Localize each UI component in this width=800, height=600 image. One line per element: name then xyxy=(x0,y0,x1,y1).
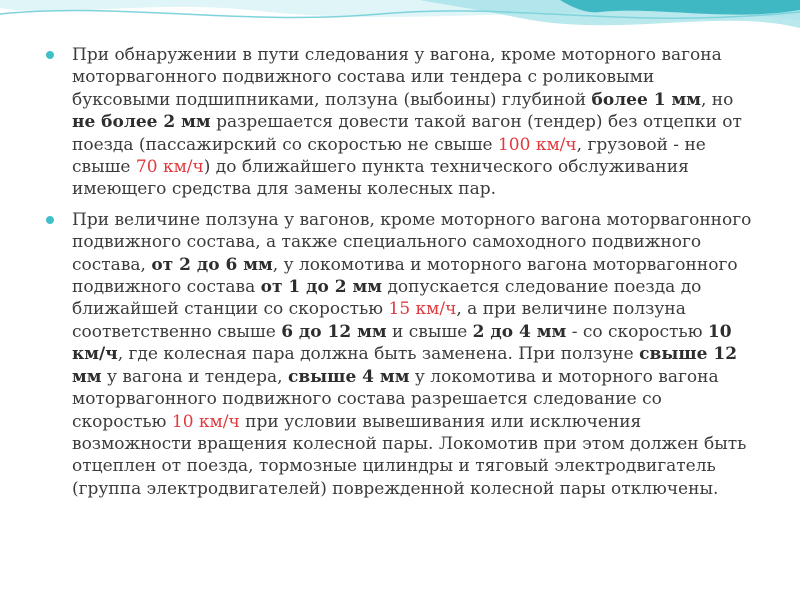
bold-value: не более 2 мм xyxy=(72,112,211,133)
speed-highlight: 15 км/ч xyxy=(388,299,457,320)
bold-value: более 1 мм xyxy=(591,89,701,110)
bold-value: 2 до 4 мм xyxy=(472,321,567,342)
speed-highlight: 100 км/ч xyxy=(497,134,577,155)
text-segment: у локомотива и моторного вагона моторвагонного подвижного состава разрешается следование со скоростью xyxy=(72,366,719,432)
text-segment: , у локомотива и моторного вагона моторвагонного подвижного состава xyxy=(72,254,738,298)
text-content xyxy=(46,44,756,508)
bullet-paragraph-2 xyxy=(46,209,756,500)
text-segment: При обнаружении в пути следования у вагона, кроме моторного вагона моторвагонного подвижного состава или тендера с роликовыми буксовыми подшипниками, ползуна (выбоины) глубиной xyxy=(72,45,722,110)
speed-highlight: 10 км/ч xyxy=(171,411,240,432)
paragraph-text xyxy=(72,45,742,199)
bold-value: 6 до 12 мм xyxy=(281,321,387,342)
text-segment: разрешается довести такой вагон (тендер) без отцепки от поезда (пассажирский со скоростью не свыше xyxy=(72,112,742,155)
text-segment: допускается следование поезда до ближайшей станции со скоростью xyxy=(72,277,702,320)
bold-value: от 2 до 6 мм xyxy=(151,254,273,275)
text-segment: ) до ближайшего пункта технического обслуживания имеющего средства для замены колесных пар. xyxy=(72,157,689,200)
text-segment: , где колесная пара должна быть заменена. При ползуне xyxy=(117,344,640,365)
bold-value: от 1 до 2 мм xyxy=(260,277,383,298)
bullet-paragraph-1 xyxy=(46,44,756,201)
bold-value: 10 км/ч xyxy=(72,321,732,365)
text-segment: , а при величине ползуна соответственно свыше xyxy=(72,299,686,342)
bold-value: свыше 4 мм xyxy=(287,366,410,387)
text-segment: и свыше xyxy=(386,321,473,342)
bullet-dot-icon xyxy=(46,216,54,224)
text-segment: , но xyxy=(700,89,734,110)
text-segment: - со скоростью xyxy=(566,321,708,342)
text-segment: при условии вывешивания или исключения возможности вращения колесной пары. Локомотив при этом должен быть отцеплен от поезда, тормозные цилиндры и тяговый электродвигатель (группа электродвигателей) поврежденной колесной пары отключены. xyxy=(72,411,747,499)
text-segment: При величине ползуна у вагонов, кроме моторного вагона моторвагонного подвижного состава, а также специального самоходного подвижного состава, xyxy=(72,209,752,275)
speed-highlight: 70 км/ч xyxy=(135,157,204,178)
bullet-dot-icon xyxy=(46,51,54,59)
paragraph-text xyxy=(72,210,751,499)
text-segment: , грузовой - не свыше xyxy=(72,134,706,178)
text-segment: у вагона и тендера, xyxy=(101,366,288,387)
bold-value: свыше 12 мм xyxy=(72,344,738,387)
